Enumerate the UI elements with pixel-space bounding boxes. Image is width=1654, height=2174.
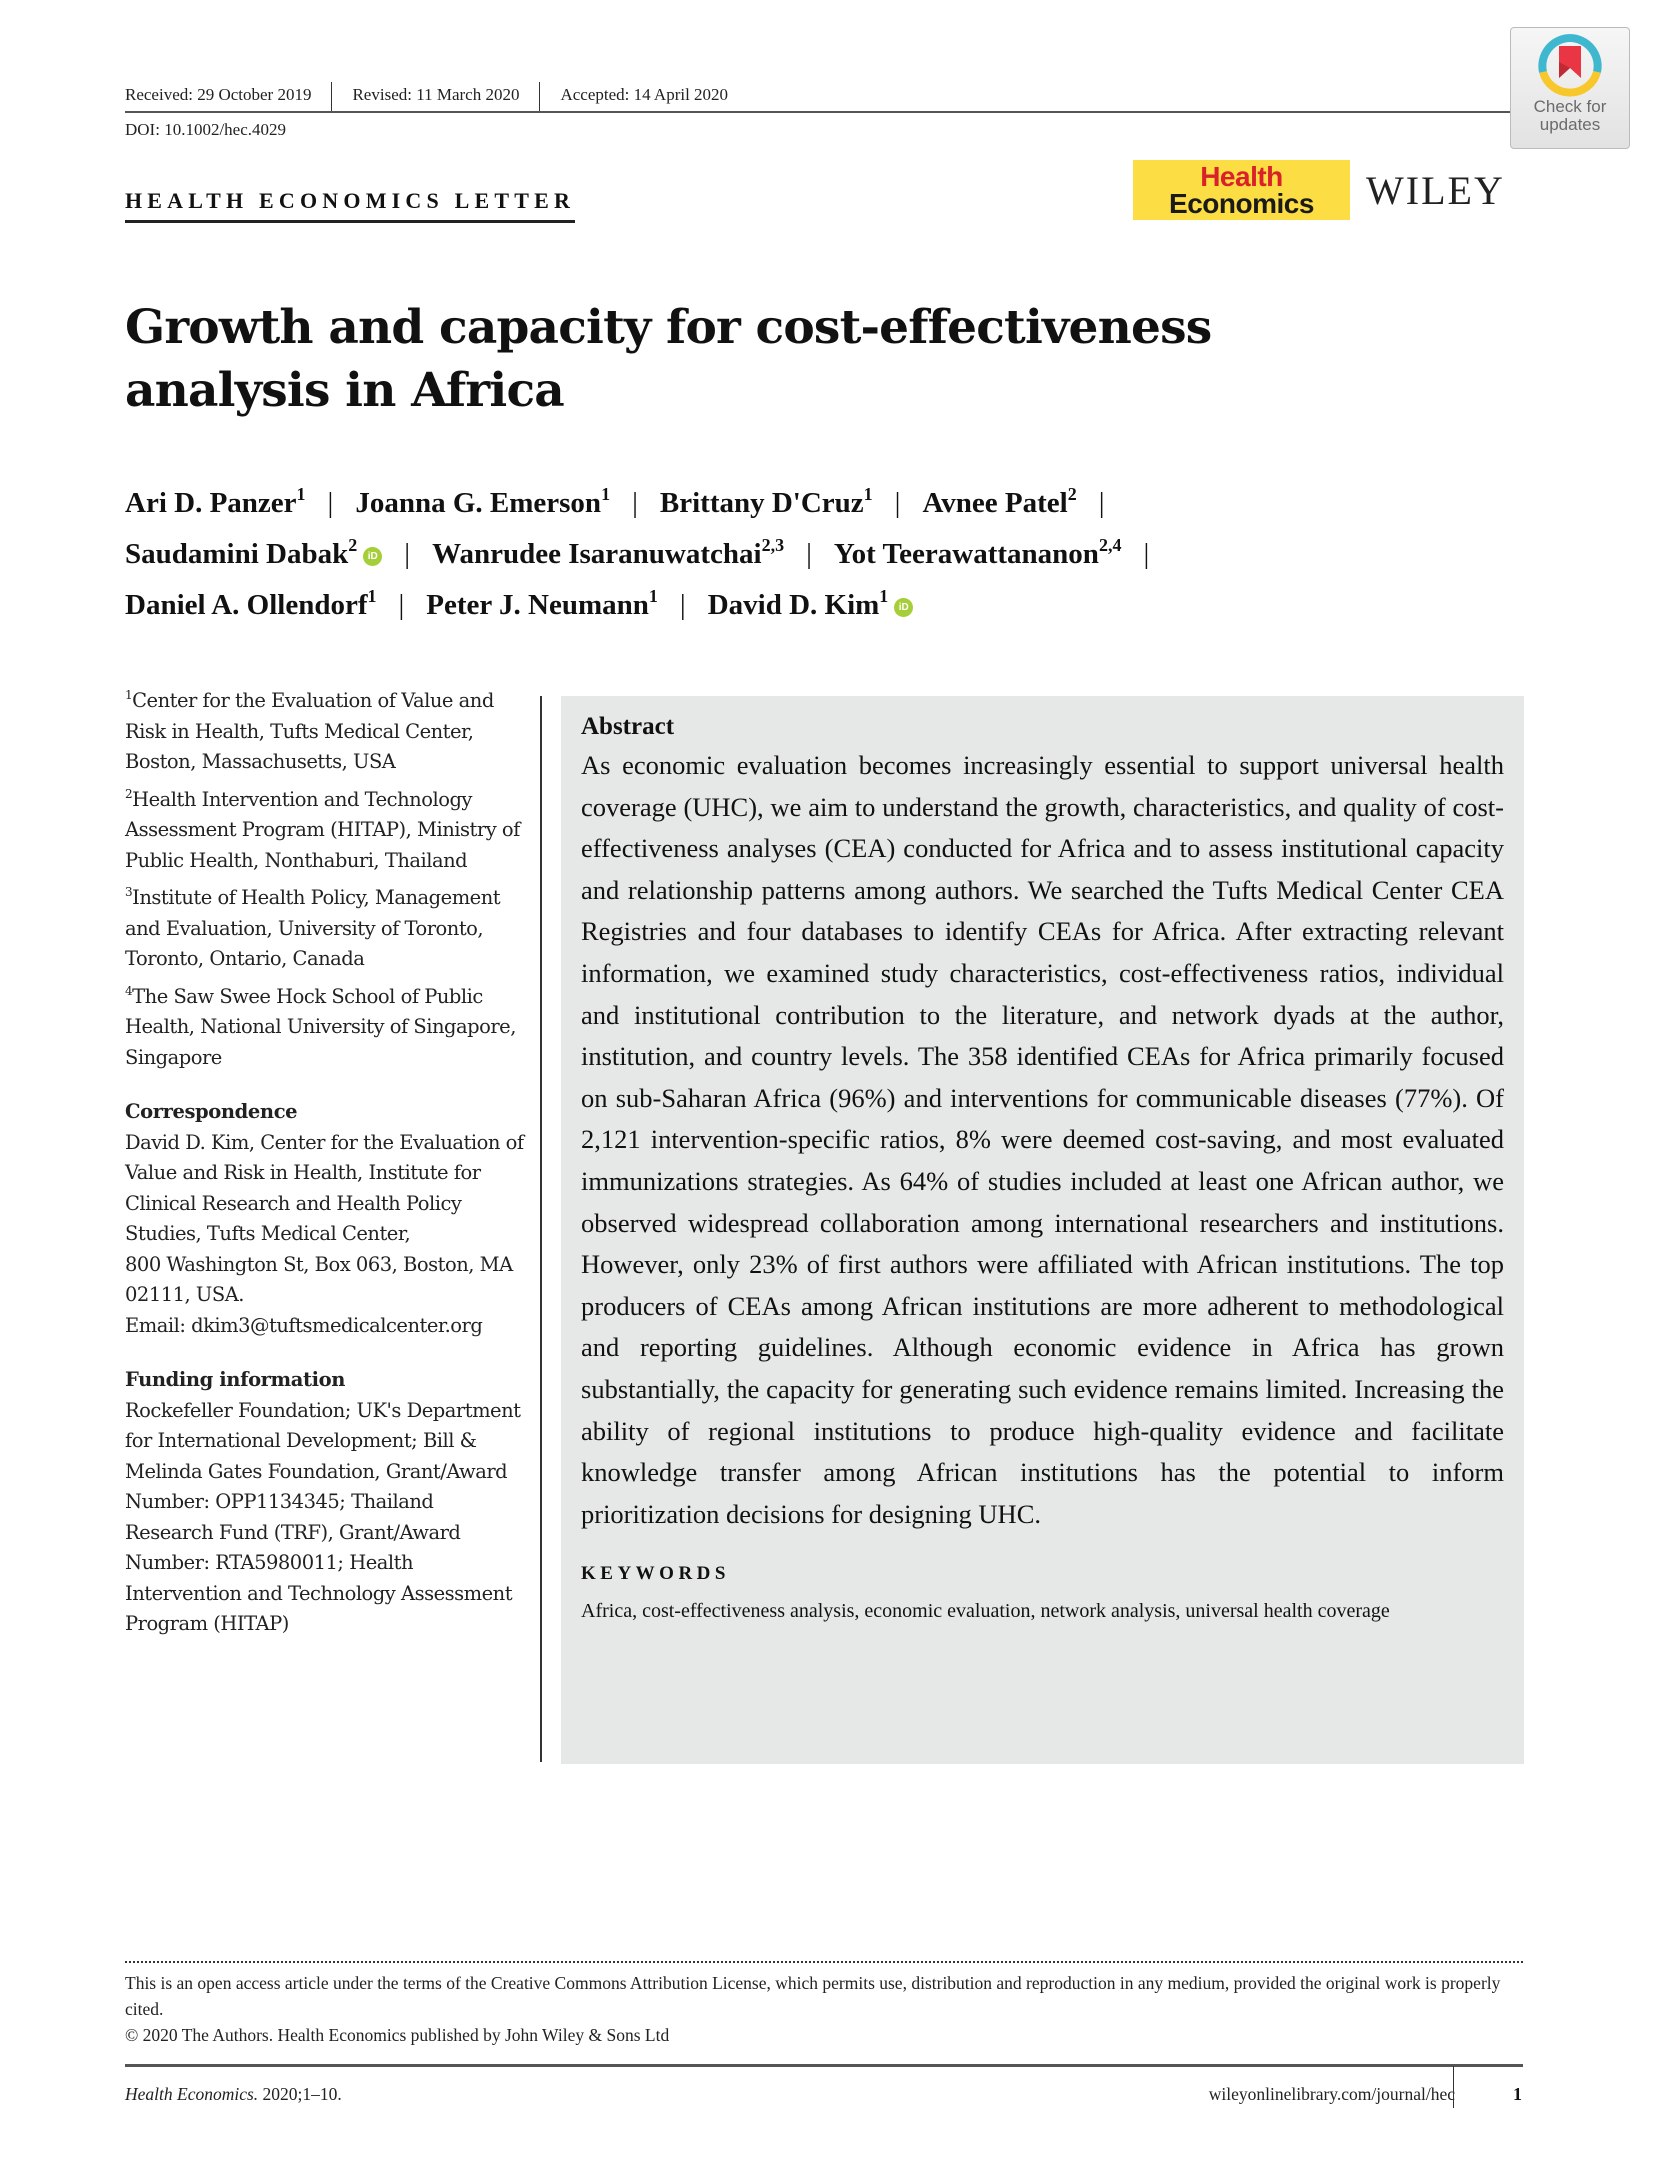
revised-date: Revised: 11 March 2020 (331, 82, 539, 112)
author-separator: | (632, 487, 638, 519)
funding-heading: Funding information (125, 1368, 346, 1391)
keywords-text: Africa, cost-effectiveness analysis, economic evaluation, network analysis, universal health coverage (581, 1600, 1390, 1623)
keywords-heading: KEYWORDS (581, 1563, 730, 1585)
correspondence-heading: Correspondence (125, 1100, 298, 1123)
author-separator: | (1098, 487, 1105, 519)
footer-dotted-rule (125, 1961, 1523, 1963)
author-name: David D. Kim (707, 589, 880, 621)
author-affiliation: 2 (1067, 484, 1077, 504)
affiliation (125, 785, 525, 877)
author-separator: | (1143, 538, 1150, 570)
author[interactable] (125, 535, 382, 570)
citation-volume: 2020;1–10. (258, 2084, 342, 2104)
author-separator: | (806, 538, 812, 570)
author[interactable] (125, 586, 377, 621)
section-label: HEALTH ECONOMICS LETTER (125, 188, 575, 223)
bookmark-ring-icon (1538, 34, 1602, 98)
author-line (125, 478, 1525, 529)
orcid-icon[interactable]: iD (363, 547, 382, 566)
abstract-heading: Abstract (581, 713, 675, 740)
updates-label-line2: updates (1539, 115, 1601, 134)
author-separator: | (327, 487, 334, 519)
journal-logo (1133, 160, 1350, 220)
author[interactable] (833, 535, 1122, 570)
accepted-date: Accepted: 14 April 2020 (539, 82, 748, 112)
affiliation-text: Institute of Health Policy, Management and Evaluation, University of Toronto, Toronto, Ontario, Canada (125, 886, 501, 970)
publisher-logo: WILEY (1366, 168, 1505, 213)
author-name: Joanna G. Emerson (355, 487, 602, 519)
affiliation-number: 1 (125, 688, 133, 702)
author-name: Ari D. Panzer (125, 487, 297, 519)
author[interactable] (432, 535, 785, 570)
author[interactable] (355, 484, 611, 519)
author[interactable] (659, 484, 873, 519)
journal-url-link[interactable]: wileyonlinelibrary.com/journal/hec (1208, 2084, 1455, 2104)
author-name: Yot Teerawattananon (833, 538, 1099, 570)
citation-journal: Health Economics. (125, 2084, 259, 2104)
author-name: Peter J. Neumann (426, 589, 649, 621)
author-name: Wanrudee Isaranuwatchai (432, 538, 762, 570)
license-notice (125, 1970, 1525, 2048)
journal-logo-line2: Economics (1169, 188, 1314, 219)
affiliation-text: The Saw Swee Hock School of Public Health, National University of Singapore, Singapore (125, 984, 516, 1069)
affiliation-number: 3 (125, 885, 133, 899)
journal-logo-line1: Health (1200, 161, 1283, 192)
article-title: Growth and capacity for cost-effectiveness analysis in Africa (125, 300, 1212, 418)
author[interactable] (426, 586, 658, 621)
article-history (125, 82, 748, 112)
copyright-text: © 2020 The Authors. Health Economics published by John Wiley & Sons Ltd (125, 2025, 670, 2045)
correspondence-email[interactable]: Email: dkim3@tuftsmedicalcenter.org (125, 1313, 483, 1337)
author-affiliation: 2 (348, 535, 358, 555)
affiliation (125, 686, 525, 778)
author-affiliation: 1 (601, 484, 611, 504)
footer-divider (1453, 2066, 1454, 2108)
doi[interactable]: DOI: 10.1002/hec.4029 (125, 120, 287, 139)
affiliation-text: Center for the Evaluation of Value and Risk in Health, Tufts Medical Center, Boston, Massachusetts, USA (125, 689, 494, 773)
article-info-column (125, 686, 525, 1640)
affiliation-text: Health Intervention and Technology Assessment Program (HITAP), Ministry of Public Health, Nonthaburi, Thailand (125, 787, 520, 872)
author-affiliation: 1 (879, 586, 889, 606)
author[interactable] (922, 484, 1077, 519)
funding-text: Rockefeller Foundation; UK's Department for International Development; Bill & Melinda Gates Foundation, Grant/Award Number: OPP1134345; Thailand Research Fund (TRF), Grant/Award Number: RTA5980011; Health Intervention and Technology Assessment Program (HITAP) (125, 1398, 521, 1635)
author-separator: | (894, 487, 901, 519)
author-name: Brittany D'Cruz (659, 487, 864, 519)
check-for-updates-button[interactable] (1510, 27, 1630, 149)
author-separator: | (404, 538, 411, 570)
received-date: Received: 29 October 2019 (125, 85, 312, 104)
author-name: Saudamini Dabak (125, 538, 349, 570)
author-affiliation: 1 (863, 484, 873, 504)
author-line (125, 529, 1525, 580)
author-separator: | (679, 589, 686, 621)
author-affiliation: 2,3 (761, 535, 785, 555)
footer-rule (125, 2064, 1523, 2067)
affiliation (125, 883, 525, 975)
author-list (125, 478, 1525, 631)
author-line (125, 580, 1525, 631)
correspondence-address: David D. Kim, Center for the Evaluation of Value and Risk in Health, Institute for Clinical Research and Health Policy Studies, Tufts Medical Center, (125, 1130, 524, 1245)
column-divider (540, 696, 542, 1762)
correspondence-street: 800 Washington St, Box 063, Boston, MA 02111, USA. (125, 1252, 513, 1306)
author[interactable] (125, 484, 306, 519)
page-number: 1 (1513, 2084, 1522, 2104)
affiliation-number: 4 (125, 983, 133, 998)
author-affiliation: 1 (296, 484, 306, 504)
affiliation-number: 2 (125, 786, 133, 801)
author-name: Daniel A. Ollendorf (125, 589, 368, 621)
updates-label-line1: Check for (1533, 97, 1607, 116)
orcid-icon[interactable]: iD (894, 598, 913, 617)
abstract-text: As economic evaluation becomes increasingly essential to support universal health coverage (UHC), we aim to understand the growth, characteristics, and quality of cost-effectiveness analyses (CEA) conducted for Africa and to assess institutional capacity and relationship patterns among authors. We searched the Tufts Medical Center CEA Registries and four databases to identify CEAs for Africa. After extracting relevant information, we examined study characteristics, cost-effectiveness ratios, individual and institutional contribution to the literature, and network dyads at the author, institution, and country levels. The 358 identified CEAs for Africa primarily focused on sub-Saharan Africa (96%) and interventions for communicable diseases (77%). Of 2,121 intervention-specific ratios, 8% were deemed cost-saving, and most evaluated immunizations strategies. As 64% of studies included at least one African author, we observed widespread collaboration among international researchers and institutions. However, only 23% of first authors were affiliated with African institutions. The top producers of CEAs among African institutions are more adherent to methodological and reporting guidelines. Although economic evidence in Africa has grown substantially, the capacity for generating such evidence remains limited. Increasing the ability of regional institutions to produce high-quality evidence and facilitate knowledge transfer among African institutions has the potential to inform prioritization decisions for designing UHC. (581, 750, 1504, 1529)
author-affiliation: 1 (367, 586, 377, 606)
citation (125, 2084, 342, 2105)
affiliation (125, 982, 525, 1074)
author-separator: | (398, 589, 405, 621)
author-affiliation: 1 (648, 586, 658, 606)
author-name: Avnee Patel (922, 487, 1068, 519)
author[interactable] (707, 586, 914, 621)
abstract-box (561, 696, 1524, 1764)
header-rule (125, 111, 1513, 113)
license-text[interactable]: This is an open access article under the terms of the Creative Commons Attribution License, which permits use, distribution and reproduction in any medium, provided the original work is properly cited. (125, 1973, 1501, 2019)
author-affiliation: 2,4 (1098, 535, 1122, 555)
